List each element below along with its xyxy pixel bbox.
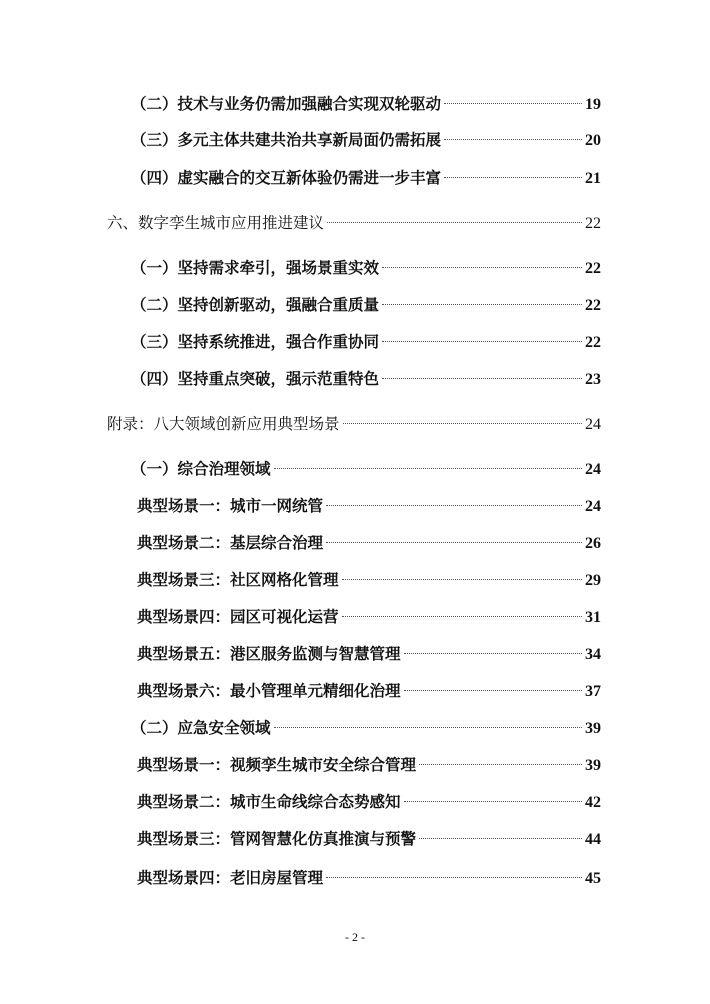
dot-leader [343,423,582,424]
toc-subentry[interactable] [137,568,601,592]
toc-entry[interactable] [131,457,601,481]
toc-entry-title: 典型场景二：基层综合治理 [137,533,324,552]
toc-entry-page: 39 [585,757,601,774]
toc-entry[interactable] [131,330,601,354]
dot-leader [419,764,582,765]
dot-leader [326,505,582,506]
dot-leader [404,653,582,654]
toc-entry-title: 典型场景五：港区服务监测与智慧管理 [137,644,401,663]
toc-entry-page: 19 [585,96,601,113]
toc-chapter[interactable] [107,211,601,235]
toc-entry-page: 24 [585,416,601,433]
dot-leader [326,877,582,878]
toc-entry-page: 21 [585,170,601,187]
dot-leader [382,341,582,342]
toc-subentry[interactable] [137,679,601,703]
page-number: - 2 - [345,930,365,944]
dot-leader [419,838,582,839]
toc-entry-page: 22 [585,297,601,314]
toc-entry-page: 26 [585,535,601,552]
toc-entry[interactable] [131,367,601,391]
toc-entry-title: （一）坚持需求牵引，强场景重实效 [131,258,380,277]
dot-leader [444,103,582,104]
dot-leader [444,139,582,140]
toc-entry-title: （二）应急安全领域 [131,718,271,737]
toc-entry-page: 34 [585,646,601,663]
toc-entry-title: 六、数字孪生城市应用推进建议 [107,214,325,232]
toc-entry-page: 24 [585,498,601,515]
toc-entry-title: （一）综合治理领域 [131,459,271,478]
toc-subentry[interactable] [137,605,601,629]
toc-subentry[interactable] [137,753,601,777]
toc-entry-title: （二）坚持创新驱动，强融合重质量 [131,295,380,314]
toc-entry-title: （二）技术与业务仍需加强融合实现双轮驱动 [131,94,442,113]
toc-entry-page: 37 [585,683,601,700]
toc-entry-title: 典型场景六：最小管理单元精细化治理 [137,681,401,700]
toc-entry-title: （四）坚持重点突破，强示范重特色 [131,369,380,388]
dot-leader [404,690,582,691]
toc-entry-title: 典型场景四：老旧房屋管理 [137,868,324,887]
dot-leader [382,378,582,379]
toc-entry-page: 22 [585,260,601,277]
toc-entry-title: 附录：八大领域创新应用典型场景 [107,415,340,433]
dot-leader [404,801,582,802]
dot-leader [382,304,582,305]
toc-entry-title: 典型场景三：社区网格化管理 [137,570,339,589]
toc-entry-page: 39 [585,720,601,737]
toc-subentry[interactable] [137,866,601,890]
toc-entry-title: 典型场景一：视频孪生城市安全综合管理 [137,755,417,774]
toc-entry-page: 23 [585,371,601,388]
toc-entry-page: 45 [585,870,601,887]
toc-entry-page: 29 [585,572,601,589]
toc-subentry[interactable] [137,642,601,666]
toc-entry-title: 典型场景四：园区可视化运营 [137,607,339,626]
toc-entry[interactable] [131,256,601,280]
dot-leader [326,542,582,543]
toc-entry-title: 典型场景三：管网智慧化仿真推演与预警 [137,829,417,848]
toc-subentry[interactable] [137,790,601,814]
toc-entry-page: 22 [585,334,601,351]
dot-leader [327,222,582,223]
toc-entry[interactable] [131,166,601,190]
toc-entry-page: 31 [585,609,601,626]
toc-entry[interactable] [131,293,601,317]
toc-entry[interactable] [131,128,601,152]
dot-leader [274,727,582,728]
toc-entry-page: 24 [585,461,601,478]
toc-entry-title: （四）虚实融合的交互新体验仍需进一步丰富 [131,168,442,187]
toc-entry-title: （三）多元主体共建共治共享新局面仍需拓展 [131,130,442,149]
toc-entry[interactable] [131,716,601,740]
toc-entry-title: 典型场景二：城市生命线综合态势感知 [137,792,401,811]
toc-entry[interactable] [131,92,601,116]
toc-entry-page: 42 [585,794,601,811]
toc-subentry[interactable] [137,827,601,851]
toc-entry-page: 44 [585,831,601,848]
dot-leader [382,267,582,268]
dot-leader [274,468,582,469]
toc-entry-page: 20 [585,132,601,149]
dot-leader [342,616,582,617]
toc-entry-title: 典型场景一：城市一网统管 [137,496,324,515]
toc-chapter[interactable] [107,412,601,436]
toc-subentry[interactable] [137,494,601,518]
toc-entry-page: 22 [585,215,601,232]
toc-subentry[interactable] [137,531,601,555]
dot-leader [342,579,582,580]
toc-entry-title: （三）坚持系统推进，强合作重协同 [131,332,380,351]
dot-leader [444,177,582,178]
